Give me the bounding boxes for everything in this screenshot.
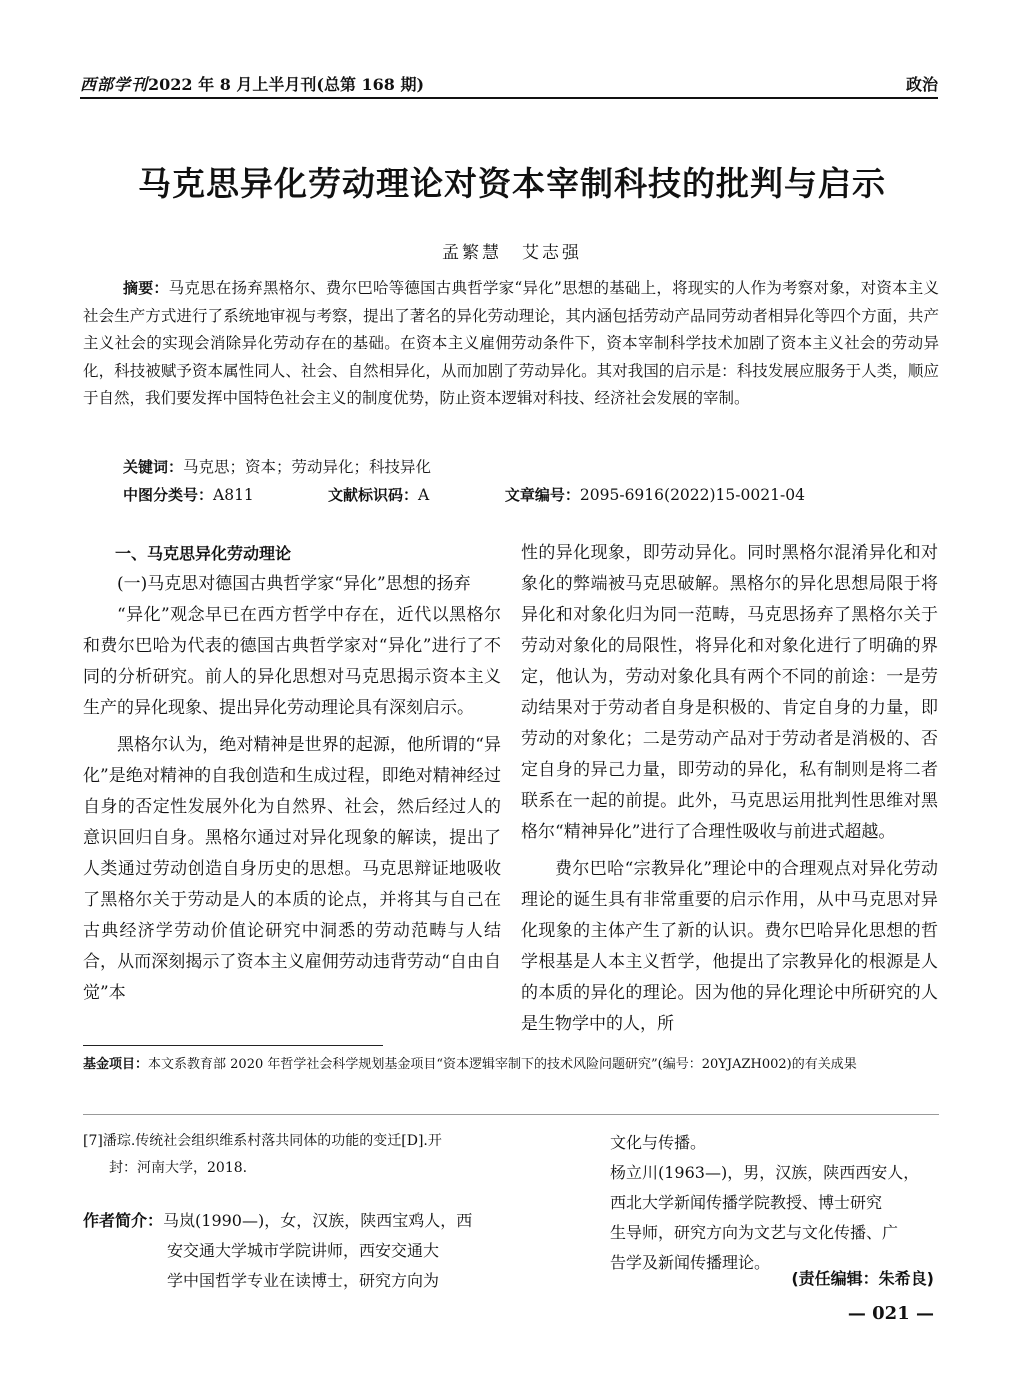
author-intro-label: 作者简介： [83, 1211, 164, 1230]
journal-name: 西部学刊 [80, 75, 149, 94]
fund-text: 本文系教育部 2020 年哲学社会科学规划基金项目“资本逻辑宰制下的技术风险问题研究”(编号：20YJAZH002)的有关成果 [148, 1057, 857, 1072]
issue-info: 2022 年 8 月上半月刊(总第 168 期) [148, 75, 425, 94]
body-left-column [83, 538, 501, 1009]
author-intro-line: 学中国哲学专业在读博士，研究方向为 [167, 1271, 440, 1290]
clc-label: 中图分类号： [123, 486, 214, 504]
article-title: 马克思异化劳动理论对资本宰制科技的批判与启示 [138, 164, 886, 203]
bio-line: 生导师，研究方向为文艺与文化传播、广 [610, 1223, 899, 1242]
subsection-heading: (一)马克思对德国古典哲学家“异化”思想的扬弃 [117, 574, 471, 594]
bio-line: 杨立川(1963—)，男，汉族，陕西西安人， [610, 1163, 920, 1182]
author-intro-line: 马岚(1990—)，女，汉族，陕西宝鸡人，西 [163, 1211, 473, 1230]
footnote-divider [83, 1045, 383, 1046]
paragraph: “异化”观念早已在西方哲学中存在，近代以黑格尔和费尔巴哈为代表的德国古典哲学家对“异化”进行了不同的分析研究。前人的异化思想对马克思揭示资本主义生产的异化现象、提出异化劳动理论具有深刻启示。 [83, 605, 501, 718]
author-intro-line: 安交通大学城市学院讲师，西安交通大 [167, 1241, 440, 1260]
fund-label: 基金项目： [83, 1057, 149, 1072]
header-divider [80, 97, 938, 99]
article-number-value: 2095-6916(2022)15-0021-04 [579, 486, 805, 504]
paragraph: 性的异化现象，即劳动异化。同时黑格尔混淆异化和对象化的弊端被马克思破解。黑格尔的异化思想局限于将异化和对象化归为同一范畴，马克思扬弃了黑格尔关于劳动对象化的局限性，将异化和对象化进行了明确的界定，他认为，劳动对象化具有两个不同的前途：一是劳动结果对于劳动者自身是积极的、肯定自身的力量，即劳动的对象化；二是劳动产品对于劳动者是消极的、否定自身的异己力量，即劳动的异化，私有制则是将二者联系在一起的前提。此外，马克思运用批判性思维对黑格尔“精神异化”进行了合理性吸收与前进式超越。 [521, 543, 938, 842]
keywords-text: 马克思；资本；劳动异化；科技异化 [183, 458, 432, 476]
body-right-column [521, 538, 938, 1040]
author-intro-continued [610, 1128, 938, 1278]
page-number: — 021 — [847, 1303, 934, 1324]
abstract [83, 275, 939, 413]
section-heading: 一、马克思异化劳动理论 [115, 544, 292, 563]
paragraph: 黑格尔认为，绝对精神是世界的起源，他所谓的“异化”是绝对精神的自我创造和生成过程，即绝对精神经过自身的否定性发展外化为自然界、社会，然后经过人的意识回归自身。黑格尔通过对异化现象的解读，提出了人类通过劳动创造自身历史的思想。马克思辩证地吸收了黑格尔关于劳动是人的本质的论点，并将其与自己在古典经济学劳动价值论研究中洞悉的劳动范畴与人结合，从而深刻揭示了资本主义雇佣劳动违背劳动“自由自觉”本 [83, 735, 501, 1003]
section-divider [83, 1114, 939, 1115]
bio-line: 西北大学新闻传播学院教授、博士研究 [610, 1193, 883, 1212]
article-authors: 孟繁慧 艾志强 [442, 243, 582, 263]
fund-note [83, 1053, 939, 1077]
abstract-label: 摘要： [123, 279, 169, 297]
doc-code-value: A [417, 486, 430, 504]
article-number-label: 文章编号： [504, 486, 580, 504]
bio-line: 告学及新闻传播理论。 [610, 1253, 771, 1272]
keywords [123, 455, 431, 477]
clc-value: A811 [213, 486, 254, 504]
abstract-text: 马克思在扬弃黑格尔、费尔巴哈等德国古典哲学家“异化”思想的基础上，将现实的人作为考察对象，对资本主义社会生产方式进行了系统地审视与考察，提出了著名的异化劳动理论，其内涵包括劳动产品同劳动者相异化等四个方面，共产主义社会的实现会消除异化劳动存在的基础。在资本主义雇佣劳动条件下，资本宰制科学技术加剧了资本主义社会的劳动异化，科技被赋予资本属性同人、社会、自然相异化，从而加剧了劳动异化。其对我国的启示是：科技发展应服务于人类，顺应于自然，我们要发挥中国特色社会主义的制度优势，防止资本逻辑对科技、经济社会发展的宰制。 [83, 279, 939, 407]
reference-entry [83, 1128, 503, 1182]
responsible-editor: (责任编辑：朱希良) [791, 1269, 934, 1288]
keywords-label: 关键词： [123, 458, 184, 476]
reference-line: [7]潘琮.传统社会组织维系村落共同体的功能的变迁[D].开 [83, 1133, 442, 1149]
section-name: 政治 [905, 75, 938, 94]
reference-line: 封：河南大学，2018. [109, 1160, 248, 1176]
paragraph: 费尔巴哈“宗教异化”理论中的合理观点对异化劳动理论的诞生具有非常重要的启示作用，从中马克思对异化现象的主体产生了新的认识。费尔巴哈异化思想的哲学根基是人本主义哲学，他提出了宗教异化的根源是人的本质的异化的理论。因为他的异化理论中所研究的人是生物学中的人，所 [521, 859, 938, 1034]
classification-line [123, 484, 943, 505]
bio-line: 文化与传播。 [610, 1133, 707, 1152]
doc-code-label: 文献标识码： [327, 486, 418, 504]
author-intro [83, 1206, 503, 1296]
running-header [80, 72, 424, 95]
